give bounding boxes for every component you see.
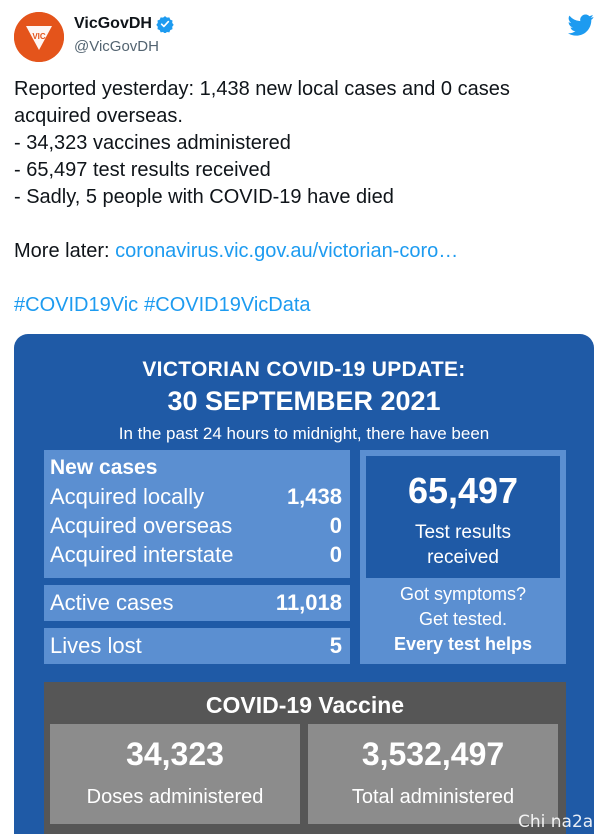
row-label: Acquired overseas	[50, 513, 233, 538]
twitter-bird-icon[interactable]	[568, 12, 594, 38]
doses-value: 34,323	[126, 736, 224, 772]
new-cases-panel	[44, 450, 350, 578]
tests-label	[366, 520, 560, 570]
name-row	[74, 15, 174, 33]
tweet-line: - Sadly, 5 people with COVID-19 have died	[14, 186, 394, 208]
row-label: Acquired locally	[50, 484, 205, 509]
doses-label: Doses administered	[86, 786, 264, 808]
tests-label-line: Test results	[414, 522, 512, 543]
display-name[interactable]: VicGovDH	[74, 15, 152, 32]
tests-value: 65,497	[407, 470, 519, 511]
row-value: 1,438	[286, 484, 342, 509]
tweet-body	[14, 76, 594, 319]
new-cases-row	[50, 542, 342, 568]
card-title: VICTORIAN COVID-19 UPDATE:	[142, 358, 466, 381]
tests-label-line: received	[427, 547, 499, 568]
card-date: 30 SEPTEMBER 2021	[167, 386, 441, 416]
total-label: Total administered	[351, 786, 515, 808]
verified-badge-icon	[156, 15, 174, 33]
coronavirus-link[interactable]: coronavirus.vic.gov.au/victorian-coro…	[115, 240, 459, 262]
tests-panel	[360, 450, 566, 664]
tweet-line: - 65,497 test results received	[14, 159, 271, 181]
lives-lost-value: 5	[329, 633, 342, 658]
new-cases-row	[50, 484, 342, 510]
tweet-line: - 34,323 vaccines administered	[14, 132, 291, 154]
new-cases-heading: New cases	[50, 456, 158, 479]
tests-footer	[360, 582, 566, 657]
tests-box	[366, 456, 560, 578]
vaccine-title: COVID-19 Vaccine	[205, 692, 405, 718]
tests-footer-line: Every test helps	[393, 634, 533, 654]
watermark: Chi na2au	[518, 812, 604, 832]
tweet-header	[14, 12, 594, 62]
avatar[interactable]	[14, 12, 64, 62]
vaccine-panel	[44, 682, 566, 834]
doses-box	[50, 724, 300, 824]
hashtag-covid19vicdata[interactable]: #COVID19VicData	[144, 294, 311, 316]
active-cases-row	[50, 590, 342, 616]
avatar-text: VIC	[32, 32, 46, 41]
update-infographic[interactable]	[14, 334, 594, 834]
tests-footer-line: Got symptoms?	[399, 584, 527, 604]
hashtags	[14, 292, 594, 319]
lives-lost-row	[50, 633, 342, 659]
total-box	[308, 724, 558, 824]
hashtag-covid19vic[interactable]: #COVID19Vic	[14, 294, 139, 316]
card-subtitle: In the past 24 hours to midnight, there have been	[118, 424, 490, 443]
tweet-line: Reported yesterday: 1,438 new local cases and 0 cases	[14, 78, 510, 100]
tweet-line: acquired overseas.	[14, 105, 183, 127]
active-cases-panel	[44, 585, 350, 621]
total-value: 3,532,497	[361, 736, 505, 772]
active-cases-value: 11,018	[275, 590, 342, 615]
row-value: 0	[329, 542, 342, 567]
tests-footer-line: Get tested.	[418, 609, 508, 629]
lives-lost-label: Lives lost	[50, 633, 142, 658]
more-later-label: More later:	[14, 240, 116, 262]
new-cases-row	[50, 513, 342, 539]
more-later-line	[14, 238, 594, 265]
row-label: Acquired interstate	[50, 542, 234, 567]
handle[interactable]: @VicGovDH	[74, 38, 159, 55]
row-value: 0	[329, 513, 342, 538]
active-cases-label: Active cases	[50, 590, 174, 615]
lives-lost-panel	[44, 628, 350, 664]
